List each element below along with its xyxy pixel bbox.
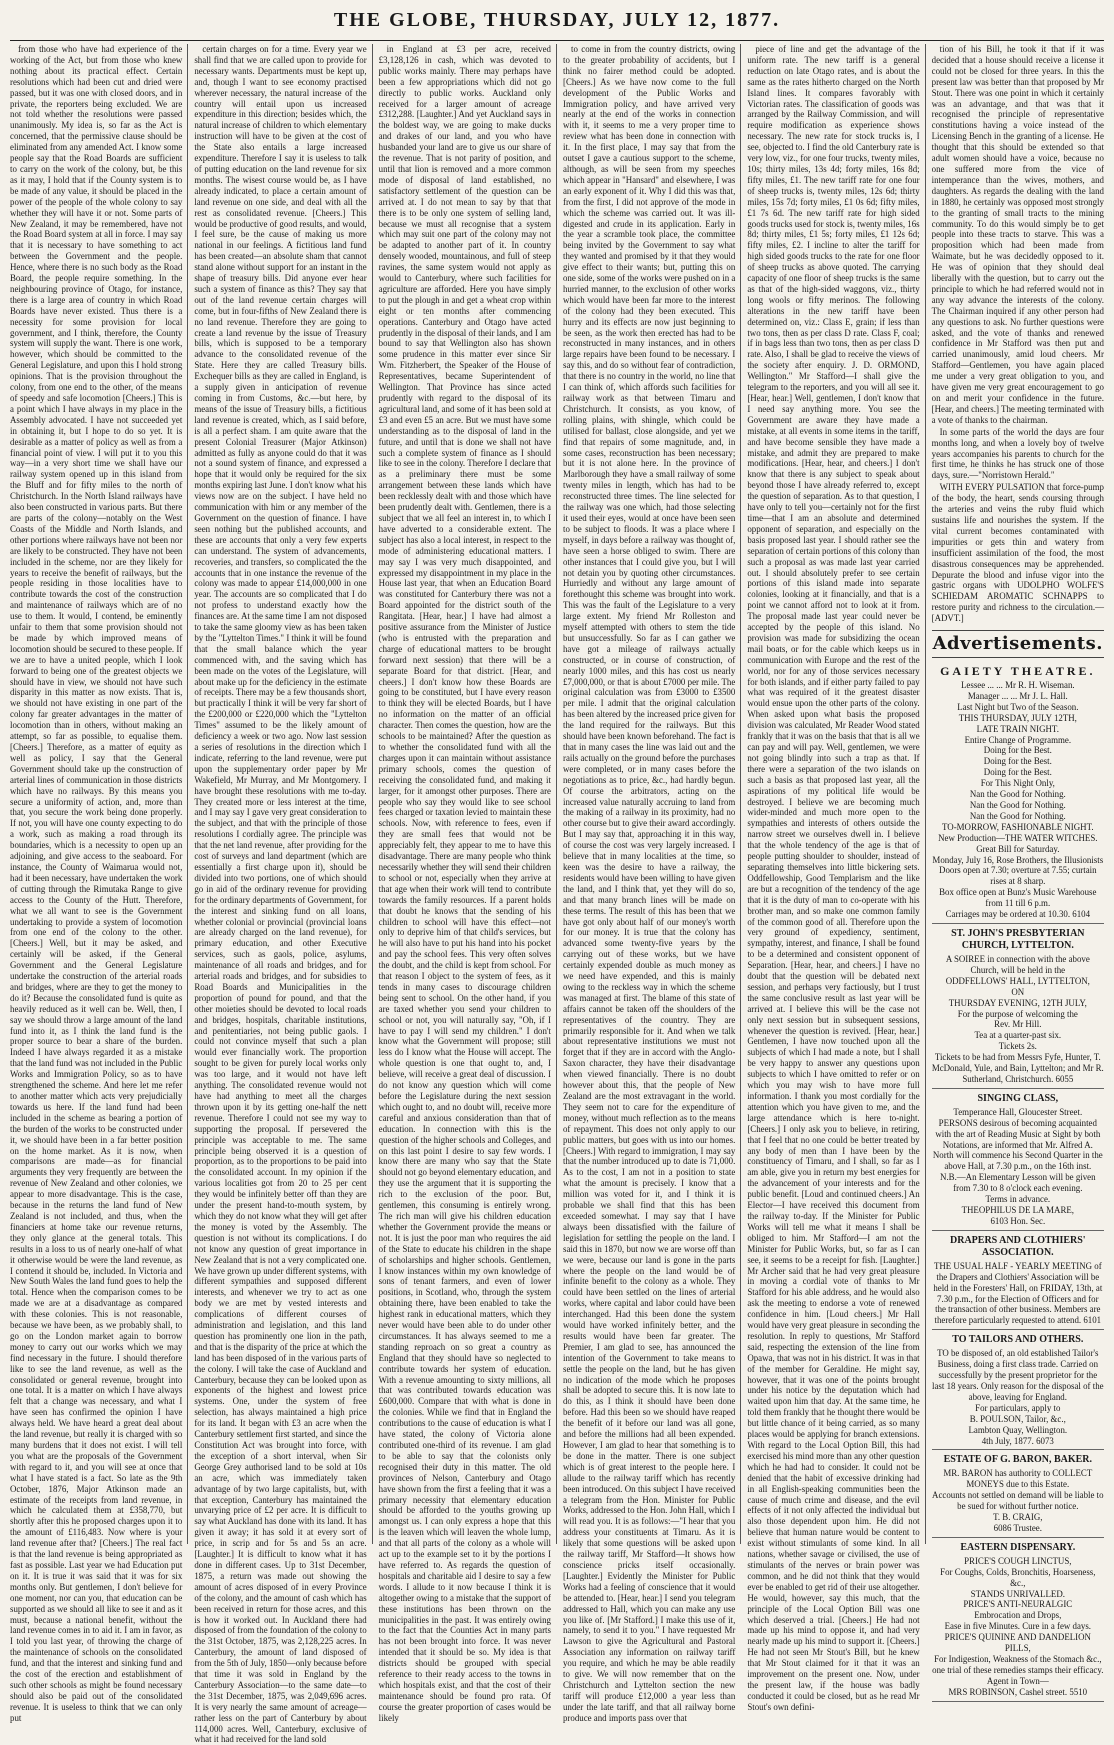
ad-line: Embrocation and Drops,	[974, 1610, 1062, 1621]
column-2	[194, 44, 372, 1745]
ad-line: Temperance Hall, Gloucester Street.	[953, 1106, 1083, 1117]
column-4	[562, 44, 741, 1723]
ad-line: Carriages may be ordered at 10.30. 6104	[945, 909, 1091, 920]
ad-line: Entire Change of Programme.	[964, 734, 1072, 745]
ad-line: Box office open at Bunz's Music Warehouse from 11 till 6 p.m.	[939, 887, 1097, 909]
ad-line: Doing for the Best.	[983, 756, 1052, 767]
ad-title: TO TAILORS AND OTHERS.	[952, 1334, 1084, 1346]
ad-line: Tea at a quarter-past six.	[974, 1030, 1062, 1041]
ad-line: MRS ROBINSON, Cashel street. 5510	[948, 1686, 1088, 1697]
ad-line: Doing for the Best.	[983, 745, 1052, 756]
ad-line: PRICE'S QUININE AND DANDELION PILLS,	[944, 1632, 1091, 1654]
article-paragraph: piece of line and get the advantage of the uniform rate. The new tariff is a general reduction on late Otago rates, and is about the same as the rates hitherto charged on the North Island lines. It compares favorably with Victorian rates. The classification of goods was arranged by the Railway Commission, and will require modification as experience shows necessary. The new rate for stock trucks is, I see, objected to. I find the old Canterbury rate is very low, viz., for one four trucks, twenty miles, 10s; thirty miles, 13s 4d; forty miles, 16s 8d; fifty miles, £1. The new tariff rate for one four of sheep trucks is, twenty miles, 12s 6d; thirty miles, 15s 7d; forty miles, £1 0s 6d; fifty miles, £1 7s 6d. The new tariff rate for high sided goods trucks used for stock is, twenty miles, 16s 8d; thirty miles, £1 5s; forty miles, £1 12s 6d; fifty miles, £2. I incline to alter the tariff for high sided goods trucks to the rate for one floor of sheep trucks as above quoted. The carrying capacity of one floor of sheep trucks is the same as that of the high-sided waggons, viz., thirty long wools or fifty merinos. The following alterations in the new tariff have been determined on, viz.: Class E, grain; if less than two tons, then as per class D rate. Class F, coal; if in bags less than two tons, then as per class D rate. Also, I shall be glad to receive the views of the society after enquiry. J. D. ORMOND, Wellington." Mr Stafford—I shall give the telegram to the reporters, and you will all see it. [Hear, hear.] Well, gentlemen, I don't know that I need say anything more. You see the Government are aware they have made a mistake, at all events in some items in the tariff, and have become sensible they have made a mistake, and admit they are prepared to make modifications. [Hear, hear, and cheers.] I don't know that there is any subject to speak about beyond those I have already referred to, except the question of separation. As to that question, I have only to tell you—certainly not for the first time—that I am an absolute and determined opponent of separation, and especially on the basis proposed last year. I should rather see the separation of certain portions of this colony than such a proposal as was made last year carried out. I should absolutely prefer to see certain portions of this island made into separate colonies, looking at it financially, and that is a point we cannot afford not to look at it from. The proposal made last year could never be accepted by the people of this island. No provision was made for subsidizing the ocean mail boats, or for the cable which keeps us in communication with Europe and the rest of the world, nor for any of those services necessary for both islands, and if either party failed to pay what was required of it the greatest disaster would ensue upon the other parts of the colony. When asked upon what basis the proposed division was calculated, Mr Reader Wood stated frankly that it was on the basis that that is all we can pay and will pay. Well, gentlemen, we were not going blindly into such a trap as that. If there were a separation of the two islands on such a basis as that proposed last year, all the aspirations of my political life would be destroyed. I believe we are becoming much wider-minded and much more open to the sympathies and interests of others outside the narrow street we ourselves dwell in. I believe that the whole tendency of the age is that of people putting shoulder to shoulder, instead of separating themselves into little bickering sets. Oddfellowship, Good Templarism and the like are but a recognition of the tendency of the age that it is the duty of man to co-operate with his brother man, and so make one common family of the common good of all. Therefore upon the very ground of expediency, sentiment, sympathy, interest, and finance, I shall be found to be a determined and consistent opponent of Separation. [Hear, hear, and cheers.] I have no doubt that the question will be debated next session, and perhaps very factiously, but I trust the same conclusive result as last year will be arrived at. I believe this will be the case not only next session but in subsequent sessions, whenever the question is revived. [Hear, hear.] Gentlemen, I have now touched upon all the subjects of which I had made a note, but I shall be very happy to answer any questions upon subjects to which I have omitted to refer or on which you may wish to have more full information. I thank you most cordially for the attention which you have given to me, and the large attendance which is here to-night. [Cheers.] I only ask you to believe, in retiring, that I feel that no one could be better treated by any body of men than I have been by the constituency of Timaru, and I shall, so far as I am able, give you in return my best energies for the advancement of your interests and for the public benefit. [Loud and continued cheers.] An Elector—I have received this document from the railway to-day. If the Minister for Public Works will tell me what it means I shall be obliged to him. Mr Stafford—I am not the Minister for Public Works, but, so far as I can see, it seems to be a receipt for fish. [Laughter.] Mr Archer said that he had very great pleasure in moving a cordial vote of thanks to Mr Stafford for his able address, and he would also ask the meeting to endorse a vote of renewed confidence in him. [Loud cheers.] Mr Hall would have very great pleasure in seconding the resolution. In reply to questions, Mr Stafford said, respecting the extension of the line from Opawa, that was not in his district. It was in that of the member for Geraldine. He might say, however, that it was one of the points brought under his notice by the deputation which had waited upon him that day. At the same time, he told them frankly that he thought there would be but little chance of it being carried, as so many places would be applying for branch extensions. With regard to the Local Option Bill, this had exercised his mind more than any other question which he had had to consider. It could not be denied that the habit of excessive drinking had in all English-speaking communities been the cause of much crime and disease, and the evil effects of it not only affected the individual but also those dependent upon him. He did not believe that human nature would be content to exist without stimulants of some kind. In all nations, whether savage or civilised, the use of stimulants of the nerves or brain power was common, and he did not think that they would ever be enabled to get rid of their use altogether. He would, however, say this much, that the principle of the Local Option Bill was one which deserved a trial. [Cheers.] He had not made up his mind to oppose it, and had very nearly made up his mind to support it. [Cheers.] He had not seen Mr Stout's Bill, but he knew that Mr Stout claimed for it that it was an improvement on the present one. Now, under the present law, if the house was badly conducted it could be closed, but as he read Mr Stout's own defini-	[747, 44, 920, 1712]
ad-line: THURSDAY EVENING, 12TH JULY,	[948, 997, 1087, 1008]
article-paragraph: in England at £3 per acre, received £3,128,126 in cash, which was devoted to public works mainly. There may perhaps have been a few appropriations which did not go directly to public works. Auckland only received for a larger amount of acreage £312,288. [Laughter.] And yet Auckland says in the boldest way, we are going to make ducks and drakes of our land, and you who have husbanded your land are to give us our share of the revenue. That is not parity of position, and until that lion is removed and a more common mode of disposal of land established, no satisfactory settlement of the question can be arrived at. I do not mean to say by that that there is to be only one system of selling land, because we must all recognise that a system which may suit one part of the colony may not be adapted to another part of it. In country densely wooded, mountainous, and full of steep ravines, the same system would not apply as would to Canterbury, where such facilities for agriculture are afforded. Here you have simply to put the plough in and get a wheat crop within eight or ten months after commencing operations. Canterbury and Otago have acted prudently in the disposal of their lands, and I am bound to say that Wellington also has shown some prudence in this matter ever since Sir Wm. Fitzherbert, the Speaker of the House of Representatives, became Superintendent of Wellington. That Province has since acted prudently with regard to the disposal of its agricultural land, and some of it has been sold at £3 and even £5 an acre. But we must have some understanding as to the disposal of land in the future, and until that is done we shall not have such a complete system of finance as I should like to see in the colony. Therefore I declare that as a preliminary there must be some arrangement between these lands which have been recklessly dealt with and those which have been prudently dealt with. Gentlemen, there is a subject that we all feel an interest in, to which I have adverted to a considerable extent. The subject has also a local interest, in respect to the mode of administering educational matters. I may say I was very much disappointed, and expressed my disappointment in my place in the House last year, that when an Education Board was constituted for Canterbury there was not a Board appointed for the district south of the Rangitata. [Hear, hear.] I have had almost a positive assurance from the Minister of Justice (who is entrusted with the preparation and charge of educational matters to be brought forward next session) that there will be a separate Board for that district. [Hear, and cheers.] I don't know how these Boards are going to be constituted, but I have every reason to think they will be elected Boards, but I have no information on the matter of an official character. Then comes the question, how are the schools to be maintained? After the question as to whether the consolidated fund with all the charges upon it can maintain without assistance primary schools, comes the question of receiving the consolidated fund, and making it larger, for it amongst other purposes. There are people who say they would like to see school fees charged or taxation levied to maintain these schools. Now, with reference to fees, even if they are small fees that would not be appreciably felt, they appear to me to have this disadvantage. There are many people who think necessarily whether they will send their children to school or not, especially when they arrive at that age when their work will tend to contribute towards the family resources. If a parent holds that doubt he knows that the sending of his children to school will have this effect—not only to deprive him of that child's services, but he will also have to put his hand into his pocket and pay the school fees. This very often solves the doubt, and the child is kept from school. For that reason I object to the system of fees, as it tends in many cases to discourage children being sent to school. On the other hand, if you are taxed whether you send your children to school or not, you will naturally say, "Oh, if I have to pay I will send my children." I don't know what the Government will propose; still less do I know what the House will accept. The whole question is one that ought to, and, I believe, will receive a great deal of discussion. I do not know any question which will come before the Legislature during the next session which ought to, and no doubt will, receive more careful and anxious consideration than that of education. In connection with this is the question of the higher schools and Colleges, and on this last point I desire to say few words. I know there are many who say that the State should not go beyond elementary education, and they use the argument that it is supporting the rich to the exclusion of the poor. But, gentlemen, this consuming is entirely wrong. The rich man will give his children education whether the Government provide the means or not. It is just the poor man who requires the aid of the State to educate his children in the shape of scholarships and higher schools. Gentlemen, I know instances within my own knowledge of sons of tenant farmers, and even of lower positions, in Scotland, who, through the system obtaining there, have been enabled to take the highest rank in educational matters, which they never would have been able to do under other circumstances. It has always seemed to me a standing reproach on so great a country as England that they should have so neglected to contribute towards her system of education. With a revenue amounting to sixty millions, all that was contributed towards education was £600,000. Compare that with what is done in the colonies. While we find that in England the contributions to the cause of education is what I have stated, the colony of Victoria alone contributed one-third of its revenue. I am glad to be able to say that the colonists only recognised their duty in this matter. The old provinces of Nelson, Canterbury and Otago have shown from the first a feeling that it was a primary necessity that elementary education should be afforded to the youths growing up amongst us. I can only express a hope that this is the leaven which will leaven the whole lump, and that all parts of the colony as a whole will act up to the example set to it by the portions I have referred to. As regards the question of hospitals and charitable aid I desire to say a few words. I allude to it now because I think it is altogether owing to a mistake that the support of these institutions has been thrown on the municipalities in the past. It was entirely owing to the fact that the Counties Act in many parts has not been brought into force. It was never intended that it should be so. My idea is that districts should be grouped with special reference to their ready access to the towns in which hospitals exist, and that the cost of their maintenance should be found pro rata. Of course the greater proportion of cases would be likely	[378, 44, 551, 1723]
column-6	[931, 44, 1104, 1697]
article-paragraph: from those who have had experience of the working of the Act, but from those who knew nothing about its practical effect. Certain resolutions which had been cut and dried were passed, but it was one with closed doors, and in private, the reporters being excluded. We are not told whether the resolutions were passed unanimously. My idea is, so far as the Act is concerned, that the permissive clause should be eliminated from any amended Act. I know some people say that the Road Boards are sufficient to carry on the work of the colony, but, be this as it may, I hold that if the County system is to be made of any value, it should be placed in the power of the people of the whole colony to say whether they will have it or not. Some parts of New Zealand, it may be remembered, have not the Road Board system at all in force. I may say that it is necessary to have something to act between the Government and the people. Hence, where there is no such body as the Road Board, the people require something. In the neighbouring province of Otago, for instance, there is a large area of country in which Road Boards have never existed. Thus there is a necessity for some provision for local government, and I think, therefore, the County system will supply the want. There is one work, however, which should be committed to the General Legislature, and upon this I hold strong opinions. That is the provision throughout the colony, from one end to the other, of the means of speedy and safe locomotion [Cheers.] This is a point which I have always in my place in the Assembly advocated. I have not succeeded yet in obtaining it, but I hope to do so yet. It is desirable as a matter of policy as well as from a financial point of view. I will put it to you this way—in a very short time we shall have our railway system opened up in this island from the Bluff and for fifty miles to the north of Christchurch. In the North Island railways have also been constructed in various parts. But there are parts of the colony—notably on the West Coasts of the Middle and North Islands, and other portions where railways have not been nor are likely to be constructed. They have not been included in the scheme, nor are they likely for years to receive the benefit of railways, but the people residing in those localities have to contribute towards the cost of the construction and maintenance of railways which are of no use to them. It would, I contend, be eminently unfair to them that some provision should not be made by which improved means of locomotion should be secured to these people. If we are to have a united people, which I look forward to being one of the greatest objects we should have in view, we should not have such disparity in this matter as now exists. That is, we should not have existing in one part of the colony far greater advantages in the matter of locomotion than in others, without making an attempt, so far as possible, to equalise them. [Cheers.] Therefore, as a matter of equity as well as policy, I say that the General Government should take up the construction of arterial lines of communication in those districts which have no railways. By this means you secure a uniformity of action, and, more than that, you secure the work being done properly. If not, you will have one county expecting to do a work, such as making a road through its boundaries, which is a necessity to open up an adjoining, and give access to the seaboard. For instance, the County of Waimarua would not, had it been necessary, have undertaken the work of cutting through the Rimutaka Range to give access to the County of the Hutt. Therefore, what we all want to see is the Government undertaking to provide a system of locomotion from one end of the colony to the other. [Cheers.] Well, but it may be asked, and certainly will be asked, if the General Government and the General Legislature undertake the construction of the arterial roads and bridges, where are they to get the money to do it? Because the consolidated fund is quite as heavily reduced as it well can be. Well, then, I say we should throw a large amount of the land fund into it, as I think the land fund is the proper source to bear a share of the burden. Indeed I have always regarded it as a mistake that the land fund was not included in the Public Works and Immigration Policy, so as to have strengthened the scheme. And here let me refer to another matter which acts very prejudicially towards us here. If the land fund had been included in the scheme as bearing a portion of the burden of the works to be constructed under it, we should have been in a far better position on the home market. As it is now, when comparisons are made—as for financial arguments they very frequently are between the revenue of New Zealand and other colonies, we appear to more disadvantage. This is the case, because in the returns the land fund of New Zealand is not included, and thus, when the financiers at home take our revenue returns, they only glance at the general totals. This results in a loss to us of nearly one-half of what it otherwise would be were the land revenue, as I contend it should be, included. In Victoria and New South Wales the land fund goes to help the total. Hence when the comparison comes to be made we are at a disadvantage as compared with these colonies. This is not reasonable, because we have been, as we probably shall, to go on the London market again to borrow money to carry out our works which we may find necessary in the future. I should therefore like to see the land revenue, as well as the consolidated or general revenue, brought into one total. It is a matter on which I have always felt that a change was necessary, and what I have seen has confirmed the opinion I have always held. We have heard a great deal about the land revenue, but really it is charged with so many burdens that it does not exist. I will tell you what are the proposals of the Government with regard to it, and you will see at once that what I have stated is a fact. So late as the 9th October, 1876, Major Atkinson made an estimate of the receipts from land revenue, in which he calculated them at £358,770, but shortly after this he proposed charges upon it to the amount of £116,483. Now where is your land revenue after that? [Cheers.] The real fact is that the land revenue is being appropriated as fast as possible. Last year we had Education put on it. It is true it was said that it was for six months only. But gentlemen, I don't believe for one moment, nor can you, that education can be supported as we should all like to see it and as it must, because a national benefit, without the land revenue comes in to aid it. I am in favor, as I told you last year, of throwing the charge of the maintenance of schools on the consolidated fund, and that the interest and sinking fund and the cost of the erection and establishment of such other schools as might be found necessary should also be paid out of the consolidated revenue. It is useless to think that we can only put	[10, 44, 183, 1723]
ad-body	[932, 1348, 1104, 1446]
ad-line: New Production—THE WATER WITCHES.	[938, 832, 1098, 843]
article-paragraph: tion of his Bill, he took it that if it was decided that a house should receive a license it could not be closed for three years. In this the present law was better than that proposed by Mr Stout. There was one point in which it certainly was an advantage, and that was that it recognised the principle of representative constitutions having a voice instead of the Licensing Bench in the granting of a license. He thought that this should be extended so that adult women should have a voice, because no one suffered more from the vice of intemperance than the wives, mothers, and daughters. As regards the dealing with the land in 1880, he certainly was opposed most strongly to the granting of small tracts to the mining community. To do this would simply be to get people into these tracts to starve. This was a proposition which had been made from Waimate, but he was decidedly opposed to it. He was of opinion that they should deal liberally with the question, but to carry out the principle to which he had referred would not in any way advance the interests of the colony. The Chairman inquired if any other person had any questions to ask. No further questions were asked, and the vote of thanks and renewed confidence in Mr Stafford was then put and carried unanimously, amid loud cheers. Mr Stafford—Gentlemen, you have again placed me under a very great obligation to you, and have given me very great encouragement to go on and merit your confidence in the future. [Hear, and cheers.] The meeting terminated with a vote of thanks to the chairman.	[931, 44, 1104, 425]
ad-line: Tickets 2s.	[998, 1041, 1037, 1052]
ad-line: Tickets to be had from Messrs Fyfe, Hunter, T. McDonald, Yule, and Bain, Lyttelton; and Mr R. Sutherland, Christchurch. 6055	[931, 1052, 1104, 1084]
ad-line: T. B. CRAIG,	[993, 1512, 1043, 1523]
ad-line: PRICE'S ANTI-NEURALGIC	[963, 1599, 1073, 1610]
ad-line: Doors open at 7.30; overture at 7.55; curtain rises at 8 sharp.	[939, 865, 1097, 887]
ad-line: Lambton Quay, Wellington.	[968, 1424, 1068, 1435]
article-paragraph: to come in from the country districts, owing to the greater probability of accidents, but I think no fairer method could be adopted. [Cheers.] As we have now come to the full development of the Public Works and Immigration policy, and have arrived very nearly at the end of the works in connection with it, it seems to me a very proper time to review what has been done in connection with it. In the first place, I may say that from the outset I gave a cautious support to the scheme, although, as will be seen from my speeches which appear in "Hansard" and elsewhere, I was an early exponent of it. Why I did this was that, from the first, I did not approve of the mode in which the scheme was carried out. It was ill-digested and crude in its application. Early in the year a scramble took place, the committee being invited by the Government to say what they wanted and promised by it that they would give effect to their wants; but, putting this on one side, some of the works were pushed on in a hurried manner, to the exclusion of other works which would have been far more to the interest of the colony had they been executed. This hurry and its effects are now just beginning to be seen, as the work then erected has had to be reconstructed in many instances, and in others large repairs have been found to be necessary. I say this, and do so without fear of contradiction, that there is no country in the world, no line that I can think of, which affords such facilities for railway work as that between Timaru and Christchurch. It consists, as you know, of rolling plains, with shingle, which could be utilised for ballast, close alongside, and yet we find that repairs of some magnitude, and, in some cases, reconstruction has been necessary; but it is not alone here. In the province of Marlborough they have a small railway of some twenty miles in length, which has had to be reconstructed three times. The line selected for the railway was one which, had those selecting it used their eyes, would at once have been seen to be subject to floods. It was a place where I myself, in days before a railway was thought of, have seen a horse obliged to swim. There are other instances that I could give you, but I will not detain you by quoting other circumstances. Hurriedly and without any large amount of forethought this scheme was brought into work. This was the fault of the Legislature to a very large extent. My friend Mr Rolleston and myself attempted with others to stem the tide but unsuccessfully. So far as I can gather we have got a mileage of railways actually constructed, or in course of construction, of nearly 1000 miles, and this has cost us nearly £7,000,000, or that is about £7000 per mile. The original calculation was from £3000 to £3500 per mile. I admit that the original calculation has been altered by the increased price given for the land required for the railways. But this should have been known beforehand. The fact is that in many cases the line was laid out and the rails actually on the ground before the purchases were completed, or in many cases before the negotiations as to price, &c., had hardly begun. Of course the arbitrators, acting on the increased value naturally accruing to land from the making of a railway in its proximity, had no other course but to give their award accordingly. But I may say that, approaching it in this way, of course the cost was very largely increased. I believe that in many localities at the time, so keen was the desire to have a railway, the residents would have been willing to have given the land, and I think that, yet they will do so, and that many branch lines will be made on these terms. The result of this has been that we have got only about half of our money's worth for our money. It is true that the colony has advanced some twenty-five years by the carrying out of these works, but we have certainly expended double as much money as we need have expended, and this is mainly owing to the reckless way in which the scheme was managed at first. The blame of this state of affairs cannot be taken off the shoulders of the representatives of the country. They are primarily responsible for it. And when we talk about representative institutions we must not forget that if they are in accord with the Anglo-Saxon character, they have their disadvantage when viewed financially. There is no doubt however about this, that the people of New Zealand are the most extravagant in the world. They seem not to care for the expenditure of money, without much reflection as to the means of repayment. This does not only apply to our public matters, but goes with us into our homes. [Cheers.] With regard to immigration, I may say that the number introduced up to date is 71,000. As to the cost, I am not in a position to state what the amount is precisely. I know that a million was voted for it, and I think it is probable we shall find that this has been exceeded somewhat. I may say that I have always been dissatisfied with the failure of legislation for settling the people on the land. I said this in 1870, but now we are worse off than we were, because our land is gone in the parts where the people on the land would be of infinite benefit to the colony as a whole. They could have been settled on the lines of arterial works, where capital and labor could have been interchanged. Had this been done the system would have worked infinitely better, and the results would have been far greater. The Premier, I am glad to see, has announced the intention of the Government to take means to settle the people on the land, but he has given no indication of the mode which he proposes shall be adopted to secure this. It is now late to do this, as I think it should have been done before. Had this been so we should have reaped the benefit of it before our land was all gone, and before the millions had all been expended. However, I am glad to hear that something is to be done in the matter. There is one subject which is of great interest to the people here. I allude to the railway tariff which has recently been introduced. On this subject I have received a telegram from the Hon. Minister for Public Works, addressed to the Hon. John Hall, which I will read you. It is as follows:—"I hear that you address your constituents at Timaru. As it is likely that some questions will be asked upon the railway tariff, Mr Stafford—It shows how conscience pricks itself occasionally. [Laughter.] Evidently the Minister for Public Works had a feeling of conscience that it would be attended to. [Hear, hear.] I send you telegram addressed to Hall, which you can make any use you like of. [Mr Stafford.] I make this use of it, namely, to send it to you." I have requested Mr Lawson to give the Agricultural and Pastoral Association any information on railway tariff you require, and which he may be able readily to give. We will now remember that on the Christchurch and Lyttelton section the new tariff will produce £12,000 a year less than under the late tariff, and that all railway borne produce and imports pass over that	[562, 44, 736, 1723]
ad-line: For particulars, apply to	[975, 1402, 1061, 1413]
advertisement	[932, 1538, 1104, 1702]
ad-line: For Indigestion, Weakness of the Stomach &c., one trial of these remedies stamps their efficacy.	[932, 1654, 1104, 1675]
article-paragraph: WITH EVERY PULSATION that force-pump of the body, the heart, sends coursing through the arteries and veins the ruby fluid which sustains life and nourishes the system. If the vital current becomes contaminated with impurities or gets thin and watery from insufficient assimilation of the food, the most disastrous consequences may be apprehended. Depurate the blood and infuse vigor into the gastric organs with UDOLPHO WOLFE'S SCHIEDAM AROMATIC SCHNAPPS to restore purity and richness to the circulation.—[ADVT.]	[931, 482, 1104, 624]
advertisement	[932, 1330, 1104, 1450]
ad-line: 6103 Hon. Sec.	[990, 1215, 1046, 1226]
ad-title: EASTERN DISPENSARY.	[960, 1541, 1076, 1553]
article-paragraph: certain charges on for a time. Every year we shall find that we are called upon to provide for necessary wants. Departments must be kept up, and, though I want to see economy practised wherever necessary, the natural increase of the country will entail upon us increased expenditure in this direction; besides which, the natural increase of children to which elementary instruction will have to be given at the cost of the State also entails a large increased expenditure. Therefore I say it is useless to talk of putting education on the land revenue for six months. The wisest course would be, as I have already indicated, to place a certain amount of land revenue on one side, and deal with all the rest as consolidated revenue. [Cheers.] This would be productive of good results, and would, I feel sure, be the cause of making us more national in our feelings. A fictitious land fund has been created—an absolute sham that cannot stand alone without support for an instant in the shape of treasury bills. Did anyone ever hear such a system of finance as this? They say that out of the land revenue certain charges will come, but in four-fifths of New Zealand there is no land revenue. Therefore they are going to create a land revenue by the issue of Treasury bills, which is supposed to be a temporary advance to the consolidated revenue of the State. Here they are called Treasury bills. Exchequer bills as they are called in England, is a supply given in anticipation of revenue coming in from Customs, &c.—but here, by means of the issue of Treasury bills, a fictitious land revenue is created, which, as I said before, is all a perfect sham. I am quite aware that the present Colonial Treasurer (Major Atkinson) admitted as fully as anyone could do that it was not a sound system of finance, and expressed a hope that it would only be required for the six months expiring last June. I don't know what his views now are on the subject. I have held no communication with him or any member of the Government on the question of finance. I have seen nothing but the published accounts, and these are accounts that only a very few experts can understand. The system of advancements, recoveries, and transfers, so complicated the the accounts that in one instance the revenue of the colony was made to appear £14,000,000 in one year. The accounts are so complicated that I do not profess to understand exactly how the finances are. At the same time I am not disposed to take the same gloomy view as has been taken by the "Lyttelton Times." I think it will be found that the small balance which the year commenced with, and the saving which has been made on the votes of the Legislature, will about make up for the deficiency in the estimate of receipts. There may be a few thousands short, but practically I think it will be very far short of the £200,000 or £220,000 which the "Lyttelton Times" assumed to be the likely amount of deficiency a week or two ago. Now last session a series of resolutions in the direction which I indicate, referring to the land revenue, were put upon the supplementary order paper by Mr Wakefield, Mr Murray, and Mr Montgomery. I have brought these resolutions with me to-day. They created more or less interest at the time, and I may say I gave very great consideration to the subject, and that with the principle of those resolutions I cordially agree. The principle was that the net land revenue, after providing for the cost of surveys and land department (which are essentially a first charge upon it), should be divided into two portions, one of which should go in aid of the ordinary revenue for providing for the ordinary departments of Government, for the interest and sinking fund on all loans, whether colonial or provincial (provincial loans are already charged on the land revenue), for primary education, and other Executive services, such as gaols, police, asylums, maintenance of all roads and bridges, and for arterial roads and bridges, and for subsidies to Road Boards and Municipalities in the proportion of pound for pound, and that the other moieties should be devoted to local roads and bridges, hospitals, charitable institutions, and penitentiaries, not being public gaols. I could not convince myself that such a plan would ever financially work. The proportion sought to be given for purely local works only was too large, and it would not have left anything. The consolidated revenue would not have had anything to meet all the charges thrown upon it by its getting one-half the nett revenue. Therefore I could not see my way to supporting the proposal. If persevered the principle was acceptable to me. The same principle being observed it is a question of proportion, as to the proportions to be paid into the consolidated account. In my opinion if the various localities got from 20 to 25 per cent they would be infinitely better off than they are under the present hand-to-mouth system, by which they do not know what they will get after the money is voted by the Assembly. The question is not without its complications. I do not know any question of great importance in New Zealand that is not a very complicated one. We have grown up under different systems, with different sympathies and supposed different interests, and whenever we try to act as one body we are met by vested interests and complications of different courses of administration and legislation, and this land question has prominently one lion in the path, and that is the disparity of the price at which the land has been disposed of in the various parts of the colony. I will take the case of Auckland and Canterbury, because they can be looked upon as exponents of the highest and lowest price systems. One, under the system of free selection, has always maintained a high price for its land. It began with £3 an acre when the Canterbury settlement first started, and since the Constitution Act was brought into force, with the exception of a short interval, when Sir George Grey authorised land to be sold at 10s an acre, which was immediately taken advantage of by two large capitalists, but, with that exception, Canterbury has maintained the unvarying price of £2 per acre. It is difficult to say what Auckland has done with its land. It has given it away; it has sold it at every sort of price, in scrip and for 5s and 5s an acre. [Laughter.] It is difficult to know what it has done in different cases. Up to 31st December, 1875, a return was made out showing the amount of acres disposed of in every Province of the colony, and the amount of cash which has been received in return for those acres, and this is how it worked out. In Auckland there had disposed of from the foundation of the colony to the 31st October, 1875, was 2,128,225 acres. In Canterbury, the amount of land disposed of from the 5th of July, 1850—only because before that time it was sold in England by the Canterbury Association—to the same date—to the 31st December, 1875, was 2,049,696 acres. It is very nearly the same amount of acreage—rather less on the part of Canterbury by about 114,000 acres. Well, Canterbury, exclusive of what it had received for the land sold	[194, 44, 367, 1745]
ad-body	[932, 1556, 1104, 1698]
columns	[10, 44, 1104, 1745]
ad-line: Manager ... ... Mr J. L. Hall.	[967, 690, 1068, 701]
ad-title: GAIETY THEATRE.	[940, 664, 1096, 679]
column-5	[747, 44, 925, 1712]
advertisement	[932, 1450, 1104, 1537]
ad-line: THEOPHILUS DE LA MARE,	[961, 1205, 1075, 1215]
ad-line: Accounts not settled on demand will be liable to be sued for without further notice.	[932, 1490, 1104, 1512]
ad-line: Rev. Mr Hill.	[994, 1019, 1042, 1030]
ad-line: For Coughs, Colds, Bronchitis, Hoarseness, &c.,	[940, 1566, 1096, 1588]
ad-line: For This Night Only,	[980, 778, 1055, 789]
masthead-title: THE GLOBE, THURSDAY, JULY 12, 1877.	[10, 0, 1104, 41]
ad-line: 4th July, 1877. 6073	[981, 1435, 1054, 1446]
ad-line: N.B.—An Elementary Lesson will be given from 7.30 to 8 o'clock each evening.	[940, 1172, 1096, 1194]
ad-line: MR. BARON has authority to COLLECT MONEYS due to this Estate.	[943, 1468, 1093, 1490]
ad-line: B. POULSON, Tailor, &c.,	[969, 1413, 1066, 1424]
ad-line: ON	[1011, 986, 1025, 997]
ad-line: THIS THURSDAY, JULY 12TH,	[958, 712, 1077, 723]
ad-line: Nan the Good for Nothing.	[969, 789, 1066, 800]
ad-line: 6086 Trustee.	[993, 1522, 1042, 1533]
ad-line: Agent in Town—	[986, 1675, 1049, 1686]
ad-line: TO-MORROW, FASHIONABLE NIGHT.	[942, 821, 1094, 832]
ad-title: DRAPERS AND CLOTHIERS' ASSOCIATION.	[950, 1234, 1086, 1258]
advertisement	[932, 1089, 1104, 1231]
ad-line: Ease in five Minutes. Cure in a few days.	[944, 1621, 1091, 1632]
ad-title: ESTATE OF G. BARON, BAKER.	[943, 1454, 1093, 1466]
column-1	[10, 44, 188, 1723]
column-3	[378, 44, 557, 1723]
ad-body	[932, 954, 1104, 1085]
ad-body	[932, 1107, 1104, 1227]
article-paragraph: In some parts of the world the days are four months long, and when a lovely boy of twelve years accompanies his parents to church for the first time, he thinks he has struck one of those days, sure.—"Norristown Herald."	[931, 426, 1104, 481]
advertisement	[932, 660, 1104, 924]
ad-line: Nan the Good for Nothing.	[969, 810, 1066, 821]
ad-line: Lessee ... ... Mr R. H. Wiseman.	[961, 680, 1075, 691]
ad-line: Monday, July 16, Rose Brothers, the Illusionists	[932, 854, 1104, 865]
ad-line: PRICE'S COUGH LINCTUS,	[964, 1555, 1072, 1566]
ad-body	[932, 1468, 1104, 1533]
ad-body	[932, 1261, 1104, 1326]
ad-line: Terms in advance.	[985, 1194, 1051, 1205]
ad-line: Nan the Good for Nothing.	[969, 800, 1066, 810]
ad-line: PERSONS desirous of becoming acquainted with the art of Reading Music at Sight by both Notations, are informed that Mr. Alfred A. North will commence his Second Quarter in the above Hall, at 7.30 p.m., on the 16th inst.	[932, 1117, 1103, 1172]
ad-line: ODDFELLOWS' HALL, LYTTELTON,	[945, 975, 1090, 986]
ad-title: SINGING CLASS,	[977, 1092, 1059, 1104]
ad-line: Doing for the Best.	[983, 767, 1052, 778]
advertisement	[932, 1231, 1104, 1330]
ad-line: LATE TRAIN NIGHT.	[976, 723, 1059, 734]
ad-body	[932, 680, 1104, 920]
ad-title: ST. JOHN'S PRESBYTERIAN CHURCH, LYTTELTON.	[951, 927, 1085, 951]
ad-line: Last Night but Two of the Season.	[957, 701, 1079, 712]
ad-line: THE USUAL HALF - YEARLY MEETING of the Drapers and Clothiers' Association will be held in the Foresters' Hall, on FRIDAY, 13th, at 7.30 p.m., for the Election of Officers and for the transaction of other business. Members are therefore particularly requested to attend. 6101	[933, 1260, 1103, 1326]
ad-line: For the purpose of welcoming the	[957, 1008, 1078, 1019]
advertisement	[932, 924, 1104, 1089]
ad-line: A SOIREE in connection with the above Church, will be held in the	[945, 953, 1090, 975]
ad-line: Great Bill for Saturday.	[976, 843, 1060, 854]
advertisements-list	[932, 660, 1104, 1702]
advertisements-heading: Advertisements.	[932, 630, 1104, 658]
ad-line: STANDS UNRIVALLED.	[970, 1588, 1065, 1599]
ad-line: TO be disposed of, an old established Tailor's Business, doing a first class trade. Carried on successfully by the present proprietor for the last 18 years. Only reason for the disposal of the above, leaving for England.	[932, 1348, 1104, 1402]
